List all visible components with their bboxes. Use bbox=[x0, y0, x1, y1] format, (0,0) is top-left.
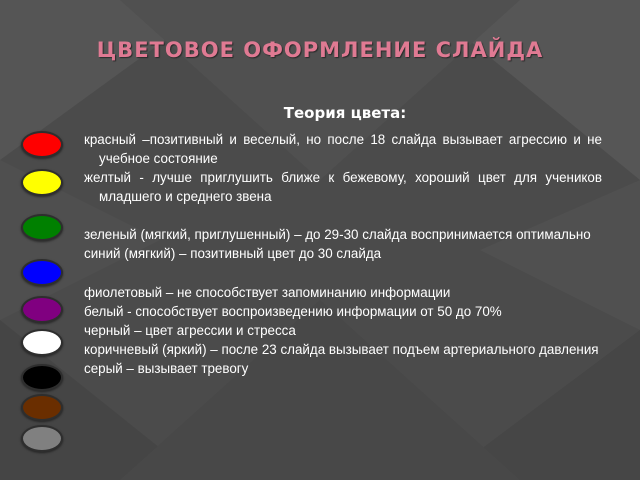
slide-subtitle: Теория цвета: bbox=[283, 104, 407, 122]
line-gray: серый – вызывает тревогу bbox=[84, 361, 249, 376]
swatch-yellow bbox=[21, 169, 63, 196]
line-black: черный – цвет агрессии и стресса bbox=[84, 323, 296, 338]
line-red: красный –позитивный и веселый, но после 18 слайда вызывает агрессию и не учебное состояние bbox=[84, 132, 602, 166]
swatch-red bbox=[21, 131, 63, 158]
swatch-white bbox=[21, 329, 63, 356]
swatch-brown bbox=[21, 394, 63, 421]
line-blue: синий (мягкий) – позитивный цвет до 30 слайда bbox=[84, 246, 382, 261]
line-white: белый - способствует воспроизведению информации от 50 до 70% bbox=[84, 304, 502, 319]
swatch-purple bbox=[21, 296, 63, 323]
color-theory-list bbox=[84, 130, 602, 378]
line-brown: коричневый (яркий) – после 23 слайда вызывает подъем артериального давления bbox=[84, 342, 599, 357]
line-yellow: желтый - лучше приглушить ближе к бежевому, хороший цвет для учеников младшего и среднего звена bbox=[84, 170, 602, 204]
line-green: зеленый (мягкий, приглушенный) – до 29-30 слайда воспринимается оптимально bbox=[84, 227, 591, 242]
swatch-green bbox=[21, 214, 63, 241]
line-purple: фиолетовый – не способствует запоминанию информации bbox=[84, 285, 451, 300]
swatch-black bbox=[21, 364, 63, 391]
swatch-blue bbox=[21, 259, 63, 286]
swatch-gray bbox=[21, 425, 63, 452]
slide-title: ЦВЕТОВОЕ ОФОРМЛЕНИЕ СЛАЙДА bbox=[96, 38, 544, 62]
